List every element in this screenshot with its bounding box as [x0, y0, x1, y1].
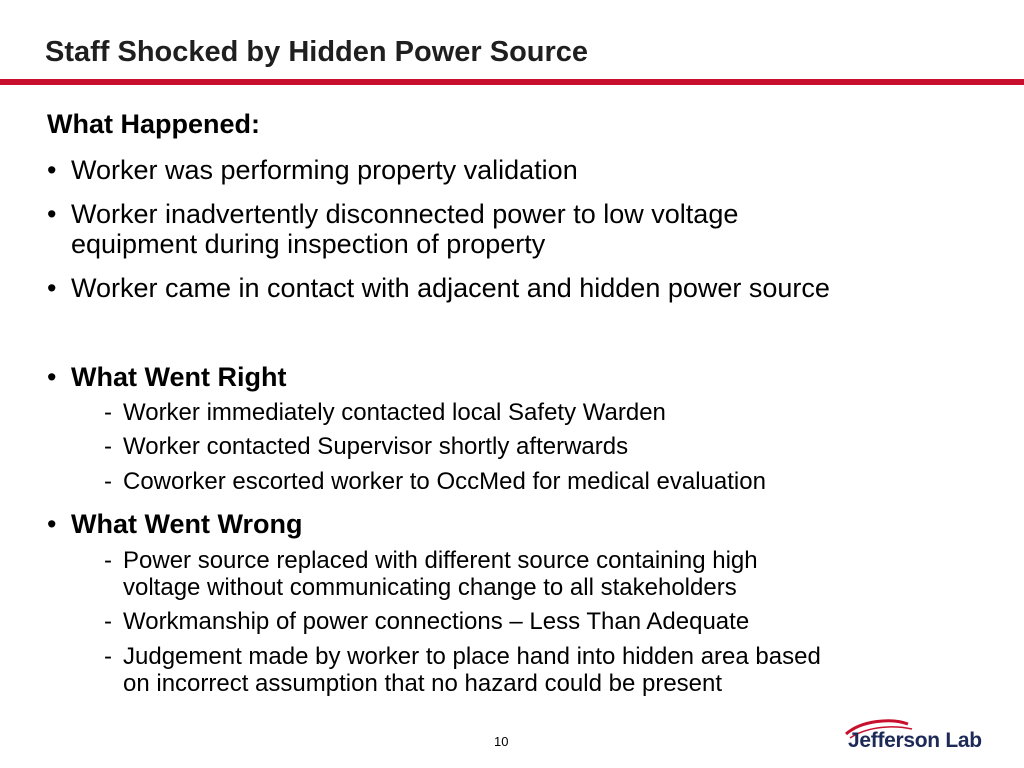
bullet-icon: • — [47, 155, 57, 185]
dash-icon: - — [104, 643, 112, 670]
item-text: Worker immediately contacted local Safety Warden — [123, 399, 666, 426]
list-item — [47, 273, 830, 303]
bullet-icon: • — [47, 509, 57, 539]
dash-icon: - — [104, 468, 112, 495]
dash-icon: - — [104, 399, 112, 426]
dash-icon: - — [104, 433, 112, 460]
bullet-text: Worker was performing property validation — [71, 155, 578, 185]
list-item — [103, 643, 821, 697]
bullet-icon: • — [47, 362, 57, 392]
page-number: 10 — [494, 734, 509, 749]
dash-icon: - — [104, 547, 112, 574]
list-item — [47, 199, 738, 259]
bullet-text: Worker came in contact with adjacent and hidden power source — [71, 273, 830, 303]
item-text: Coworker escorted worker to OccMed for medical evaluation — [123, 468, 766, 495]
section-heading: What Went Wrong — [71, 509, 303, 539]
list-item — [103, 399, 666, 426]
logo-text: Jefferson Lab — [848, 729, 982, 752]
what-happened-heading: What Happened: — [47, 109, 260, 139]
item-text: Workmanship of power connections – Less Than Adequate — [123, 608, 750, 635]
what-went-wrong-heading — [47, 509, 302, 539]
section-heading: What Went Right — [71, 362, 287, 392]
bullet-icon: • — [47, 273, 57, 303]
item-text: Power source replaced with different source containing high voltage without communicating change to all stakeholders — [123, 547, 758, 601]
slide-title: Staff Shocked by Hidden Power Source — [45, 36, 589, 68]
list-item — [103, 433, 628, 460]
dash-icon: - — [104, 608, 112, 635]
list-item — [103, 547, 758, 601]
item-text: Judgement made by worker to place hand into hidden area based on incorrect assumption that no hazard could be present — [123, 643, 821, 697]
bullet-icon: • — [47, 199, 57, 229]
list-item — [103, 608, 749, 635]
jefferson-lab-logo — [842, 716, 992, 758]
list-item — [103, 468, 766, 495]
bullet-text: Worker inadvertently disconnected power to low voltage equipment during inspection of property — [71, 199, 739, 259]
list-item — [47, 155, 578, 185]
item-text: Worker contacted Supervisor shortly afterwards — [123, 433, 629, 460]
what-went-right-heading — [47, 362, 286, 392]
